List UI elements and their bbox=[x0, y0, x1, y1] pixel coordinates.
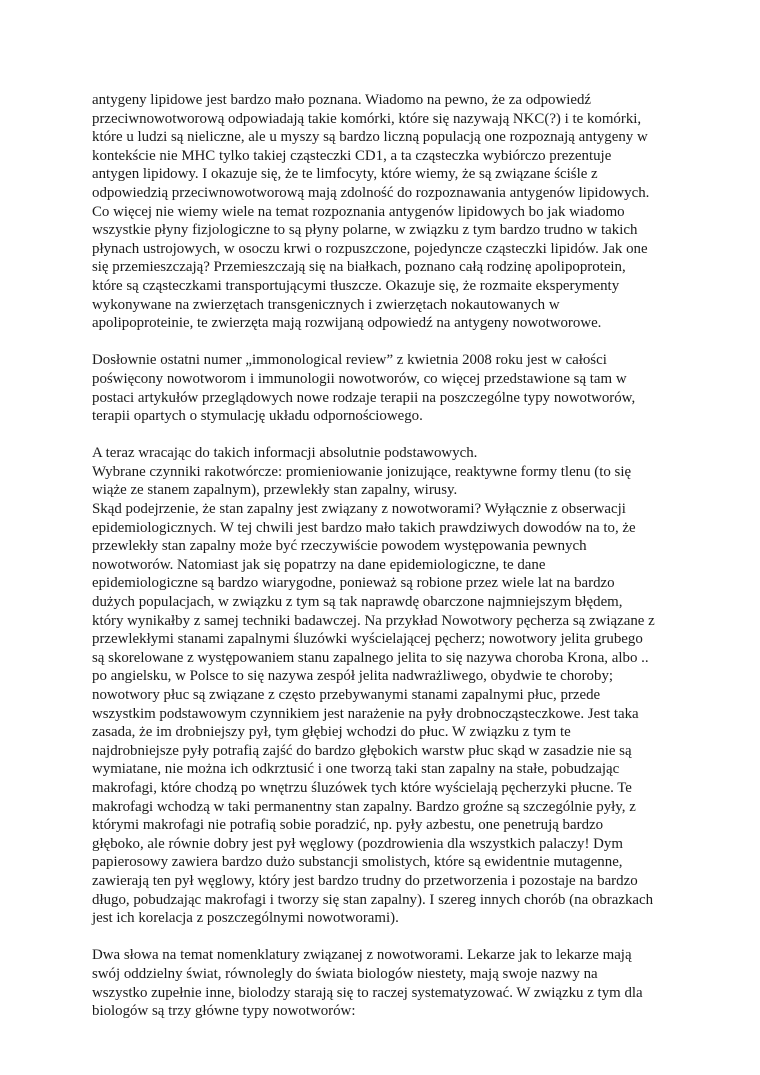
text-line: epidemiologicznych. W tej chwili jest bardzo mało takich prawdziwych dowodów na to, że bbox=[92, 519, 636, 536]
text-line: wszystkie płyny fizjologiczne to są płyny polarne, w związku z tym bardzo trudno w takich bbox=[92, 222, 638, 239]
text-line: dużych populacjach, w związku z tym są tak naprawdę obarczone najmniejszym błędem, bbox=[92, 594, 623, 611]
text-line: Co więcej nie wiemy wiele na temat rozpoznania antygenów lipidowych bo jak wiadomo bbox=[92, 203, 625, 220]
text-line: które u ludzi są nieliczne, ale u myszy są bardzo liczną populacją one rozpoznają antygeny w bbox=[92, 129, 648, 146]
text-line: długo, pobudzając makrofagi i tworzy się stan zapalny). I szereg innych chorób (na obrazkach bbox=[92, 891, 654, 908]
paragraph bbox=[92, 946, 676, 1020]
text-line: po angielsku, w Polsce to się nazywa zespół jelita nadwrażliwego, obydwie te choroby; bbox=[92, 668, 614, 685]
text-line: wykonywane na zwierzętach transgenicznych i zwierzętach nokautowanych w bbox=[92, 296, 560, 313]
text-line: wszystko zupełnie inne, biolodzy starają się to raczej systematyzować. W związku z tym dla bbox=[92, 984, 643, 1001]
text-line: płynach ustrojowych, w osoczu krwi o rozpuszczone, pojedyncze cząsteczki lipidów. Jak one bbox=[92, 240, 648, 257]
text-line: głęboko, ale równie dobry jest pył węglowy (pozdrowienia dla wszystkich palaczy! Dym bbox=[92, 835, 623, 852]
text-line: epidemiologiczne są bardzo wiarygodne, ponieważ są robione przez wiele lat na bardzo bbox=[92, 575, 615, 592]
text-line: Dosłownie ostatni numer „immonological review” z kwietnia 2008 roku jest w całości bbox=[92, 352, 607, 369]
text-line: który wynikałby z samej techniki badawczej. Na przykład Nowotwory pęcherza są związane z bbox=[92, 612, 655, 629]
text-line: antygeny lipidowe jest bardzo mało poznana. Wiadomo na pewno, że za odpowiedź bbox=[92, 92, 592, 108]
text-line: które są cząsteczkami transportującymi tłuszcze. Okazuje się, że rozmaite eksperymenty bbox=[92, 277, 620, 294]
text-line: swój oddzielny świat, równolegly do świata biologów niestety, mają swoje nazwy na bbox=[92, 965, 598, 982]
paragraph bbox=[92, 351, 676, 425]
text-line: są skorelowane z występowaniem stanu zapalnego jelita to się nazywa choroba Krona, albo .. bbox=[92, 649, 649, 666]
text-line: którymi makrofagi nie potrafią sobie poradzić, np. pyły azbestu, one penetrują bardzo bbox=[92, 817, 604, 834]
text-line: nowotwory płuc są związane z często przebywanymi stanami zapalnymi płuc, przede bbox=[92, 687, 601, 703]
text-line: makrofagi wchodzą w taki permanentny stan zapalny. Bardzo groźne są szczególnie pyły, z bbox=[92, 798, 636, 815]
text-line: biologów są trzy główne typy nowotworów: bbox=[92, 1003, 356, 1020]
text-line: papierosowy zawiera bardzo dużo substancji smolistych, które są ewidentnie mutagenne, bbox=[92, 854, 623, 871]
text-line: Dwa słowa na temat nomenklatury związanej z nowotworami. Lekarze jak to lekarze mają bbox=[92, 947, 632, 964]
text-line: makrofagi, które chodzą po wnętrzu śluzówek tych które wyścielają pęcherzyki płucne. Te bbox=[92, 779, 632, 796]
text-line: A teraz wracając do takich informacji absolutnie podstawowych. bbox=[92, 445, 478, 462]
document-body bbox=[92, 91, 676, 1039]
text-line: wiąże ze stanem zapalnym), przewlekły stan zapalny, wirusy. bbox=[92, 482, 458, 499]
text-line: wszystkim podstawowym czynnikiem jest narażenie na pyły drobnocząsteczkowe. Jest taka bbox=[92, 705, 639, 722]
text-line: przewlekłymi stanami zapalnymi śluzówki wyścielającej pęcherz; nowotwory jelita grubego bbox=[92, 631, 643, 648]
text-line: zasada, że im drobniejszy pył, tym głębiej wchodzi do płuc. W związku z tym te bbox=[92, 724, 571, 741]
text-line: jest ich korelacja z poszczególnymi nowotworami). bbox=[92, 910, 399, 927]
text-line: terapii opartych o stymulację układu odpornościowego. bbox=[92, 408, 423, 425]
paragraph bbox=[92, 91, 676, 333]
text-line: zawierają ten pył węglowy, który jest bardzo trudny do przetworzenia i pozostaje na bardzo bbox=[92, 872, 638, 889]
paragraph bbox=[92, 444, 676, 927]
text-line: kontekście nie MHC tylko takiej cząsteczki CD1, a ta cząsteczka wybiórczo prezentuje bbox=[92, 147, 612, 164]
text-line: antygen lipidowy. I okazuje się, że te limfocyty, które wiemy, że są związane ściśle z bbox=[92, 166, 598, 183]
text-line: przewlekły stan zapalny może być rzeczywiście powodem występowania pewnych bbox=[92, 538, 587, 555]
text-line: postaci artykułów przeglądowych nowe rodzaje terapii na poszczególne typy nowotworów, bbox=[92, 389, 636, 406]
text-line: wymiatane, nie można ich odkrztusić i one tworzą taki stan zapalny na stałe, pobudzając bbox=[92, 761, 620, 778]
text-line: odpowiedzią przeciwnowotworową mają zdolność do rozpoznawania antygenów lipidowych. bbox=[92, 184, 650, 201]
text-line: się przemieszczają? Przemieszczają się na białkach, poznano całą rodzinę apolipoprotein, bbox=[92, 259, 626, 276]
text-line: apolipoproteinie, te zwierzęta mają rozwijaną odpowiedź na antygeny nowotworowe. bbox=[92, 315, 602, 332]
text-line: najdrobniejsze pyły potrafią zajść do bardzo głębokich warstw płuc skąd w zasadzie nie są bbox=[92, 742, 632, 759]
text-line: poświęcony nowotworom i immunologii nowotworów, co więcej przedstawione są tam w bbox=[92, 370, 627, 387]
text-line: przeciwnowotworową odpowiadają takie komórki, które się nazywają NKC(?) i te komórki, bbox=[92, 110, 642, 127]
text-line: Wybrane czynniki rakotwórcze: promieniowanie jonizujące, reaktywne formy tlenu (to się bbox=[92, 463, 632, 480]
text-line: Skąd podejrzenie, że stan zapalny jest związany z nowotworami? Wyłącznie z obserwacji bbox=[92, 501, 626, 518]
text-line: nowotworów. Natomiast jak się popatrzy na dane epidemiologiczne, te dane bbox=[92, 556, 546, 573]
